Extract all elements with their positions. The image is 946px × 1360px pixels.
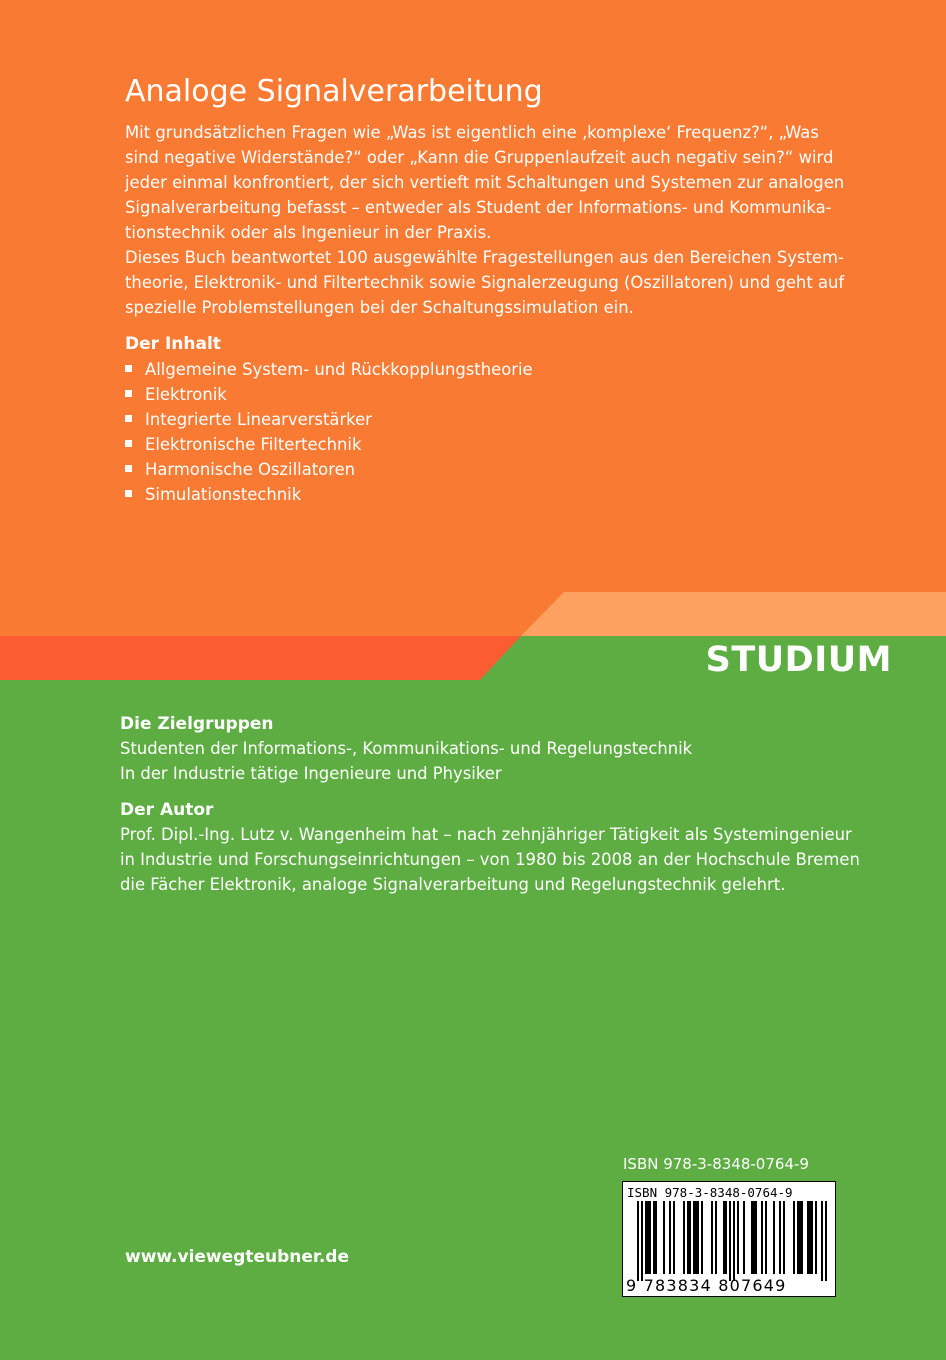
author-heading: Der Autor [120, 800, 214, 820]
barcode-bar [697, 1201, 699, 1274]
barcode-bar [725, 1201, 727, 1274]
barcode-bar [779, 1201, 781, 1274]
barcode-bar [723, 1201, 725, 1274]
barcode-bar [689, 1201, 691, 1274]
barcode-bar [755, 1201, 757, 1274]
intro-line: theorie, Elektronik- und Filtertechnik sowie Signalerzeugung (Oszillatoren) und geht auf [125, 273, 845, 292]
barcode-bar [793, 1201, 795, 1274]
book-title: Analoge Signalverarbeitung [125, 74, 543, 109]
barcode-bar [783, 1201, 785, 1274]
barcode-bar [821, 1201, 823, 1281]
barcode-bar [773, 1201, 775, 1274]
square-bullet-icon [125, 415, 132, 422]
publisher-website[interactable]: www.viewegteubner.de [125, 1247, 350, 1267]
intro-line: spezielle Problemstellungen bei der Schaltungssimulation ein. [125, 298, 634, 317]
target-group-line: Studenten der Informations-, Kommunikations- und Regelungstechnik [120, 739, 693, 758]
barcode-bar [683, 1201, 685, 1274]
intro-line: Dieses Buch beantwortet 100 ausgewählte Fragestellungen aus den Bereichen System- [125, 248, 844, 267]
barcode-bar [649, 1201, 651, 1274]
barcode-bar [753, 1201, 755, 1274]
intro-line: Mit grundsätzlichen Fragen wie „Was ist eigentlich eine ‚komplexe‘ Frequenz?“, „Was [125, 123, 819, 142]
contents-list [125, 357, 533, 507]
list-item [125, 457, 533, 482]
intro-text [125, 120, 885, 320]
barcode-digits: 9 783834 807649 [626, 1276, 787, 1295]
barcode-bar [825, 1201, 827, 1281]
barcode-bar [801, 1201, 803, 1274]
barcode-bar [729, 1201, 731, 1281]
barcode-bar [711, 1201, 713, 1274]
square-bullet-icon [125, 365, 132, 372]
list-item-label: Harmonische Oszillatoren [145, 460, 356, 479]
barcode-bar [807, 1201, 809, 1274]
intro-line: tionstechnik oder als Ingenieur in der Praxis. [125, 223, 492, 242]
author-line: die Fächer Elektronik, analoge Signalverarbeitung und Regelungstechnik gelehrt. [120, 875, 786, 894]
square-bullet-icon [125, 390, 132, 397]
barcode-bar [715, 1201, 717, 1274]
band-light-orange [521, 592, 946, 636]
barcode-bar [645, 1201, 647, 1274]
intro-line: sind negative Widerstände?“ oder „Kann die Gruppenlaufzeit auch negativ sein?“ wird [125, 148, 834, 167]
barcode [622, 1181, 836, 1297]
list-item [125, 482, 533, 507]
barcode-bar [811, 1201, 813, 1274]
barcode-bar [751, 1201, 753, 1274]
barcode-bar [673, 1201, 675, 1274]
list-item-label: Elektronik [145, 385, 227, 404]
band-red [0, 636, 521, 680]
series-label: STUDIUM [705, 640, 892, 680]
barcode-bar [701, 1201, 703, 1274]
list-item [125, 407, 533, 432]
barcode-bar [799, 1201, 801, 1274]
barcode-bar [733, 1201, 735, 1281]
list-item-label: Simulationstechnik [145, 485, 302, 504]
author-text [120, 822, 860, 897]
intro-line: jeder einmal konfrontiert, der sich vertieft mit Schaltungen und Systemen zur analogen [125, 173, 845, 192]
barcode-bar [815, 1201, 817, 1274]
barcode-bar [797, 1201, 799, 1274]
barcode-bar [669, 1201, 671, 1274]
target-group-text [120, 736, 692, 786]
target-group-heading: Die Zielgruppen [120, 714, 274, 734]
contents-heading: Der Inhalt [125, 334, 221, 354]
barcode-bar [737, 1201, 739, 1274]
barcode-bar [655, 1201, 657, 1274]
list-item-label: Integrierte Linearverstärker [145, 410, 372, 429]
barcode-bar [743, 1201, 745, 1274]
list-item-label: Elektronische Filtertechnik [145, 435, 362, 454]
barcode-bar [663, 1201, 665, 1274]
author-line: in Industrie und Forschungseinrichtungen – von 1980 bis 2008 an der Hochschule Bremen [120, 850, 860, 869]
barcode-bar [653, 1201, 655, 1274]
barcode-bar [765, 1201, 767, 1274]
barcode-bar [637, 1201, 639, 1281]
barcode-bar [809, 1201, 811, 1274]
square-bullet-icon [125, 440, 132, 447]
square-bullet-icon [125, 490, 132, 497]
list-item [125, 357, 533, 382]
barcode-bar [693, 1201, 695, 1274]
target-group-line: In der Industrie tätige Ingenieure und Physiker [120, 764, 502, 783]
author-line: Prof. Dipl.-Ing. Lutz v. Wangenheim hat – nach zehnjähriger Tätigkeit als Systemingenieur [120, 825, 852, 844]
list-item [125, 432, 533, 457]
square-bullet-icon [125, 465, 132, 472]
barcode-bar [687, 1201, 689, 1274]
barcode-bar [641, 1201, 643, 1281]
list-item [125, 382, 533, 407]
barcode-bar [647, 1201, 649, 1274]
barcode-bar [761, 1201, 763, 1274]
intro-line: Signalverarbeitung befasst – entweder als Student der Informations- und Kommunika- [125, 198, 832, 217]
list-item-label: Allgemeine System- und Rückkopplungstheorie [145, 360, 533, 379]
barcode-isbn-label: ISBN 978-3-8348-0764-9 [627, 1185, 793, 1200]
barcode-bar [695, 1201, 697, 1274]
isbn-label: ISBN 978-3-8348-0764-9 [623, 1155, 809, 1173]
